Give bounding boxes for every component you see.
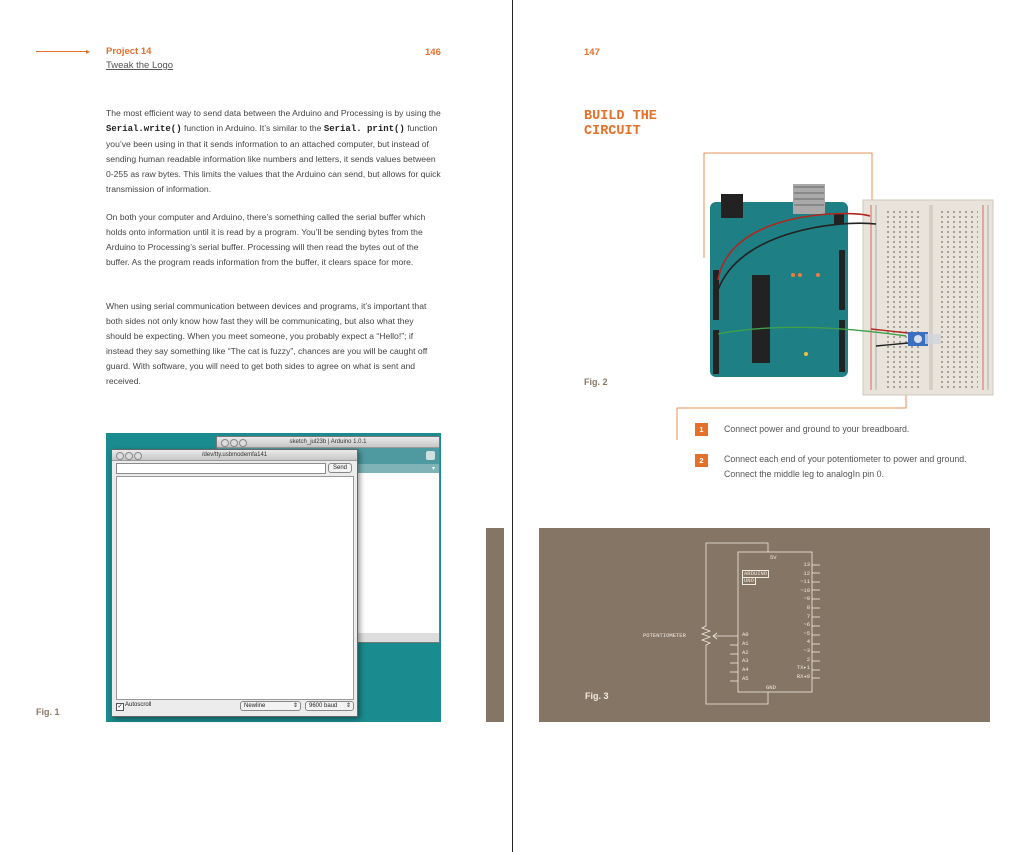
fig1-serial-monitor-screenshot — [106, 433, 441, 722]
analog-pin: A2 — [742, 648, 749, 656]
analog-pin: A4 — [742, 666, 749, 674]
minimize-icon[interactable] — [125, 452, 133, 460]
step-text-1: Connect power and ground to your breadboard. — [724, 424, 910, 434]
step-text-2-line2: Connect the middle leg to analogIn pin 0. — [724, 469, 884, 479]
digital-header-high — [839, 250, 845, 310]
fig2-label: Fig. 2 — [584, 377, 608, 387]
project-label: Project 14 — [106, 46, 152, 57]
digital-pin: ~6 — [803, 621, 810, 629]
line-ending-value: Newline — [244, 703, 266, 709]
pin-5v: 5V — [770, 554, 777, 561]
digital-header-low — [839, 320, 845, 372]
serial-monitor-titlebar — [112, 450, 357, 461]
zoom-icon — [239, 439, 247, 447]
pin-gnd: GND — [766, 684, 776, 691]
page-number-left: 146 — [425, 47, 441, 58]
power-jack — [721, 194, 743, 218]
digital-pin: ~5 — [803, 629, 810, 637]
arduino-board — [710, 202, 848, 377]
analog-pin: A1 — [742, 639, 749, 647]
digital-pin: ~9 — [803, 595, 810, 603]
digital-pin: 8 — [806, 603, 810, 611]
digital-pin: 7 — [806, 612, 810, 620]
section-heading — [584, 109, 657, 139]
paragraph-serial-communication: When using serial communication between devices and programs, it’s important that both sides not only know how fast they will be communicating, but also what they should be expecting. When you meet someone, you probably expect a “Hello!”; if instead they say something like “The cat is fuzzy”, chances are you will be caught off guard. With software, you will need to get both sides to agree on what is sent and received. — [106, 301, 428, 386]
board-label-arduino: ARDUINO — [744, 570, 768, 577]
analog-pin: A5 — [742, 674, 749, 682]
analog-pin-labels — [742, 631, 749, 684]
paragraph-serial-write: The most efficient way to send data between the Arduino and Processing is by using the Serial.write() function in Arduino. It’s similar to the Serial. print() function you’ve been using in that it sends information to an attached computer, but instead of sending human readable information like numbers and letters, it sends values between 0-255 as raw bytes. This limits the values that the Arduino can send, but allows for quick transmission of information. — [106, 108, 441, 194]
digital-pin: 12 — [803, 569, 810, 577]
serial-send-input[interactable] — [116, 463, 326, 474]
digital-pin: ~3 — [803, 646, 810, 654]
board-label-uno: UNO — [744, 577, 754, 584]
microcontroller-chip — [752, 275, 770, 363]
step-text-2-line1: Connect each end of your potentiometer to power and ground. — [724, 454, 967, 464]
autoscroll-checkbox[interactable]: ✓ — [117, 704, 123, 710]
decorative-sidebar — [486, 528, 504, 722]
select-arrows-icon: ⇕ — [345, 703, 351, 709]
autoscroll-label: Autoscroll — [125, 702, 152, 708]
select-arrows-icon: ⇕ — [292, 703, 298, 709]
ide-window-title: sketch_jul23b | Arduino 1.0.1 — [289, 439, 367, 445]
reset-button — [834, 214, 844, 224]
paragraph-serial-buffer: On both your computer and Arduino, there’s something called the serial buffer which holds onto information until it is read by a program. You’ll be sending bytes from the Arduino to Processing’s serial buffer. Processing will then read the bytes out of the buffer. As the program reads information from the buffer, it clears space for more. — [106, 212, 426, 267]
fig2-circuit-illustration — [670, 150, 1000, 440]
header-rule — [36, 51, 88, 52]
heading-line-1: BUILD THE — [584, 109, 657, 124]
step-text-2 — [724, 452, 967, 482]
tab-menu-icon: ▾ — [431, 466, 435, 472]
digital-pin: 2 — [806, 655, 810, 663]
digital-pin: ~10 — [800, 586, 810, 594]
close-icon — [221, 439, 229, 447]
potentiometer-label: POTENTIOMETER — [643, 632, 686, 639]
step-number-1: 1 — [695, 423, 708, 436]
analog-pin: A3 — [742, 657, 749, 665]
minimize-icon — [230, 439, 238, 447]
baud-rate-select[interactable] — [305, 701, 354, 711]
page-number-right: 147 — [584, 47, 600, 58]
zoom-icon[interactable] — [134, 452, 142, 460]
close-icon[interactable] — [116, 452, 124, 460]
serial-port-title: /dev/tty.usbmodemfa141 — [201, 452, 268, 458]
project-title: Tweak the Logo — [106, 60, 174, 71]
send-button[interactable]: Send — [328, 463, 352, 473]
fig1-label: Fig. 1 — [36, 707, 60, 717]
fig3-schematic — [539, 528, 990, 722]
digital-pin: TX▸1 — [796, 664, 810, 672]
digital-pin: 4 — [806, 638, 810, 646]
line-ending-select[interactable] — [240, 701, 301, 711]
digital-pin: RX◂0 — [796, 672, 810, 680]
digital-pin: 13 — [803, 561, 810, 568]
baud-rate-value: 9600 baud — [309, 703, 338, 709]
page-gutter — [512, 0, 513, 852]
digital-pin-labels — [780, 561, 810, 681]
serial-monitor-icon — [426, 451, 435, 460]
step-number-2: 2 — [695, 454, 708, 467]
digital-pin: ~11 — [800, 578, 810, 586]
arrow-right-icon: ▸ — [86, 47, 91, 56]
ide-titlebar — [217, 437, 439, 448]
serial-output-area — [116, 476, 354, 700]
serial-monitor-window — [111, 449, 358, 717]
fig3-label: Fig. 3 — [585, 691, 609, 701]
analog-pin: A0 — [742, 631, 749, 638]
analog-header — [713, 330, 719, 374]
heading-line-2: CIRCUIT — [584, 124, 641, 139]
potentiometer-symbol — [702, 619, 710, 651]
